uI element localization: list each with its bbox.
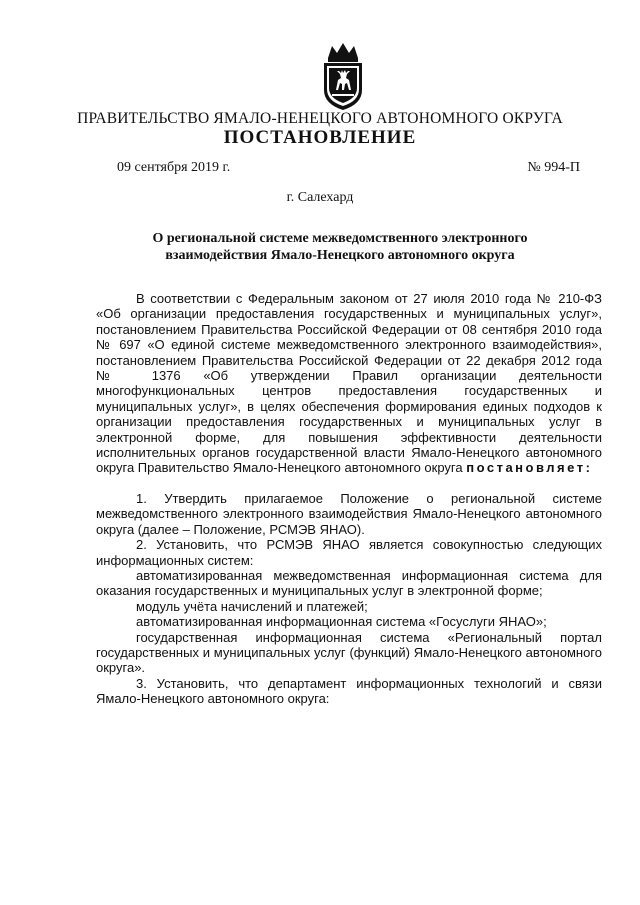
document-city: г. Салехард: [286, 190, 354, 205]
preamble-paragraph: [96, 291, 602, 476]
government-name: ПРАВИТЕЛЬСТВО ЯМАЛО-НЕНЕЦКОГО АВТОНОМНОГО ОКРУГА: [77, 110, 563, 127]
list-item: модуль учёта начислений и платежей;: [136, 598, 368, 614]
resolution-items: [96, 491, 602, 707]
coat-of-arms-icon: [318, 40, 368, 112]
list-item: 3. Установить, что департамент информационных технологий и связи Ямало-Ненецкого автономного округа:: [96, 675, 602, 707]
list-item: государственная информационная система «Региональный портал государственных и муниципальных услуг (функций) Ямало-Ненецкого автономного округа».: [96, 629, 602, 676]
preamble: [96, 291, 602, 476]
document-subject: О региональной системе межведомственного электронного взаимодействия Ямало-Ненецкого автономного округа: [152, 231, 528, 263]
preamble-text: В соответствии с Федеральным законом от 27 июля 2010 года № 210-ФЗ «Об организации предоставления государственных и муниципальных услуг», постановлением Правительства Российской Федерации от 08 сентября 2010 года № 697 «О единой системе межведомственного электронного взаимодействия», постановлением Правительства Российской Федерации от 22 декабря 2012 года № 1376 «Об утверждении Правил организации деятельности многофункциональных центров предоставления государственных и муниципальных услуг», в целях обеспечения формирования единых подходов к организации предоставления государственных и муниципальных услуг в электронной форме, для повышения эффективности деятельности исполнительных органов государственной власти Ямало-Ненецкого автономного округа Правительство Ямало-Ненецкого автономного округа: [96, 291, 602, 476]
document-date: 09 сентября 2019 г.: [117, 160, 231, 175]
list-item: автоматизированная межведомственная информационная система для оказания государственных и муниципальных услуг в электронной форме;: [96, 568, 602, 599]
list-item: автоматизированная информационная система «Госуслуги ЯНАО»;: [136, 614, 547, 630]
list-item: 1. Утвердить прилагаемое Положение о региональной системе межведомственного электронного взаимодействия Ямало-Ненецкого автономного округа (далее – Положение, РСМЭВ ЯНАО).: [96, 491, 602, 537]
resolves-word: постановляет:: [466, 460, 593, 476]
document-number: № 994-П: [527, 160, 580, 175]
document-type: ПОСТАНОВЛЕНИЕ: [223, 127, 417, 148]
list-item: 2. Установить, что РСМЭВ ЯНАО является совокупностью следующих информационных систем:: [96, 537, 602, 568]
